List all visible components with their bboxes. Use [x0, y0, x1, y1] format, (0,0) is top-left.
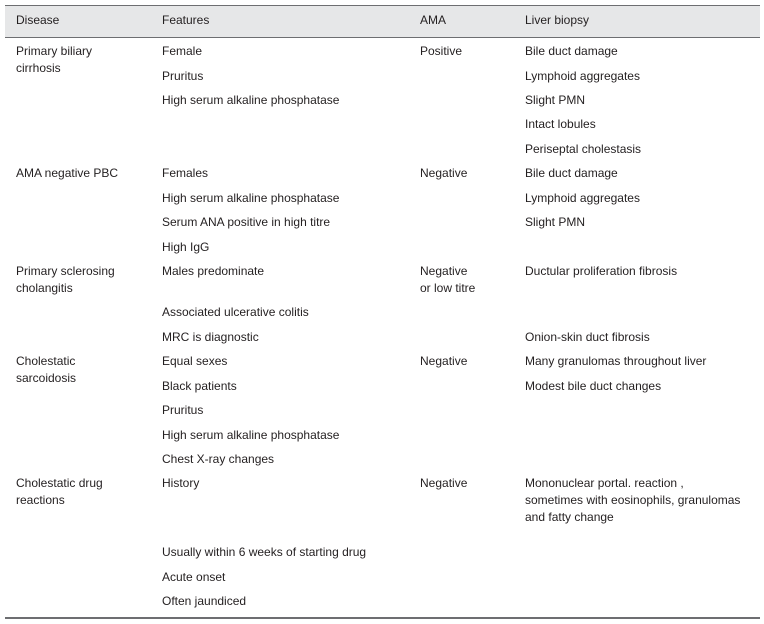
ama-cell: Positive — [420, 44, 463, 58]
feature-cell: Often jaundiced — [162, 594, 247, 608]
ama-cell: or low titre — [420, 281, 476, 295]
biopsy-cell: Intact lobules — [525, 117, 596, 131]
feature-cell: High serum alkaline phosphatase — [162, 428, 340, 442]
header-liver-biopsy: Liver biopsy — [525, 13, 590, 27]
feature-cell: Acute onset — [162, 570, 226, 584]
disease-cell: sarcoidosis — [16, 371, 77, 385]
header-rule — [5, 37, 760, 38]
disease-cell: cholangitis — [16, 281, 73, 295]
biopsy-cell: Periseptal cholestasis — [525, 142, 642, 156]
feature-cell: MRC is diagnostic — [162, 330, 259, 344]
feature-cell: Equal sexes — [162, 354, 228, 368]
disease-cell: Cholestatic drug — [16, 476, 103, 490]
feature-cell: High serum alkaline phosphatase — [162, 191, 340, 205]
disease-cell: cirrhosis — [16, 61, 61, 75]
feature-cell: High serum alkaline phosphatase — [162, 93, 340, 107]
biopsy-cell: and fatty change — [525, 510, 614, 524]
feature-cell: Pruritus — [162, 69, 204, 83]
ama-cell: Negative — [420, 166, 468, 180]
biopsy-cell: Many granulomas throughout liver — [525, 354, 707, 368]
disease-comparison-table — [5, 5, 760, 619]
feature-cell: Female — [162, 44, 203, 58]
header-disease: Disease — [16, 13, 60, 27]
biopsy-cell: Slight PMN — [525, 215, 586, 229]
feature-cell: Pruritus — [162, 403, 204, 417]
bottom-rule — [5, 617, 760, 619]
biopsy-cell: Onion-skin duct fibrosis — [525, 330, 650, 344]
biopsy-cell: Lymphoid aggregates — [525, 69, 640, 83]
feature-cell: Serum ANA positive in high titre — [162, 215, 331, 229]
biopsy-cell: Bile duct damage — [525, 44, 618, 58]
feature-cell: High IgG — [162, 240, 210, 254]
biopsy-cell: Ductular proliferation fibrosis — [525, 264, 678, 278]
disease-cell: Primary sclerosing — [16, 264, 115, 278]
feature-cell: Black patients — [162, 379, 237, 393]
ama-cell: Negative — [420, 354, 468, 368]
header-features: Features — [162, 13, 210, 27]
biopsy-cell: Bile duct damage — [525, 166, 618, 180]
feature-cell: Chest X-ray changes — [162, 452, 275, 466]
disease-cell: reactions — [16, 493, 65, 507]
feature-cell: History — [162, 476, 200, 490]
biopsy-cell: Slight PMN — [525, 93, 586, 107]
disease-cell: AMA negative PBC — [16, 166, 119, 180]
ama-cell: Negative — [420, 264, 468, 278]
feature-cell: Usually within 6 weeks of starting drug — [162, 545, 367, 559]
disease-cell: Cholestatic — [16, 354, 76, 368]
top-rule — [5, 5, 760, 6]
feature-cell: Males predominate — [162, 264, 265, 278]
disease-cell: Primary biliary — [16, 44, 93, 58]
biopsy-cell: sometimes with eosinophils, granulomas — [525, 493, 741, 507]
biopsy-cell: Mononuclear portal. reaction , — [525, 476, 684, 490]
table-header — [5, 5, 760, 37]
biopsy-cell: Lymphoid aggregates — [525, 191, 640, 205]
header-ama: AMA — [420, 13, 447, 27]
biopsy-cell: Modest bile duct changes — [525, 379, 662, 393]
feature-cell: Females — [162, 166, 209, 180]
ama-cell: Negative — [420, 476, 468, 490]
feature-cell: Associated ulcerative colitis — [162, 305, 309, 319]
